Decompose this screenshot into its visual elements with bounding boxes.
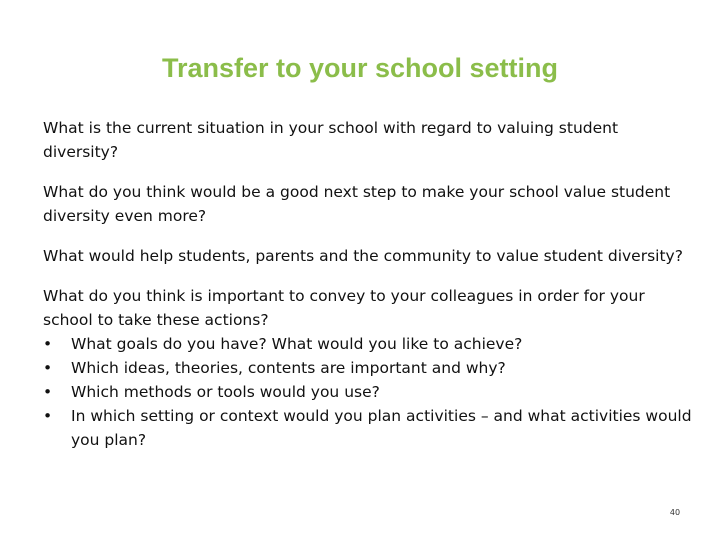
- bullet-icon: •: [43, 335, 53, 353]
- bullet-text: Which ideas, theories, contents are important and why?: [71, 359, 506, 377]
- bullet-item: [43, 356, 693, 380]
- bullet-text: What goals do you have? What would you like to achieve?: [71, 335, 523, 353]
- bullet-item: [43, 332, 693, 356]
- bullet-list: [43, 332, 693, 452]
- bullet-text: Which methods or tools would you use?: [71, 383, 380, 401]
- slide-title: Transfer to your school setting: [161, 53, 559, 83]
- bullet-icon: •: [43, 383, 53, 401]
- slide-body: [43, 116, 693, 452]
- question-2: What do you think would be a good next step to make your school value student diversity even more?: [43, 183, 671, 225]
- page-number: 40: [669, 508, 681, 517]
- question-4: What do you think is important to convey to your colleagues in order for your school to take these actions?: [43, 287, 645, 329]
- bullet-icon: •: [43, 359, 53, 377]
- bullet-text: In which setting or context would you plan activities – and what activities would you plan?: [71, 407, 692, 449]
- bullet-icon: •: [43, 407, 53, 425]
- bullet-item: [43, 380, 693, 404]
- question-3: What would help students, parents and the community to value student diversity?: [43, 247, 683, 265]
- question-1: What is the current situation in your school with regard to valuing student diversity?: [43, 119, 619, 161]
- bullet-item: [43, 404, 693, 452]
